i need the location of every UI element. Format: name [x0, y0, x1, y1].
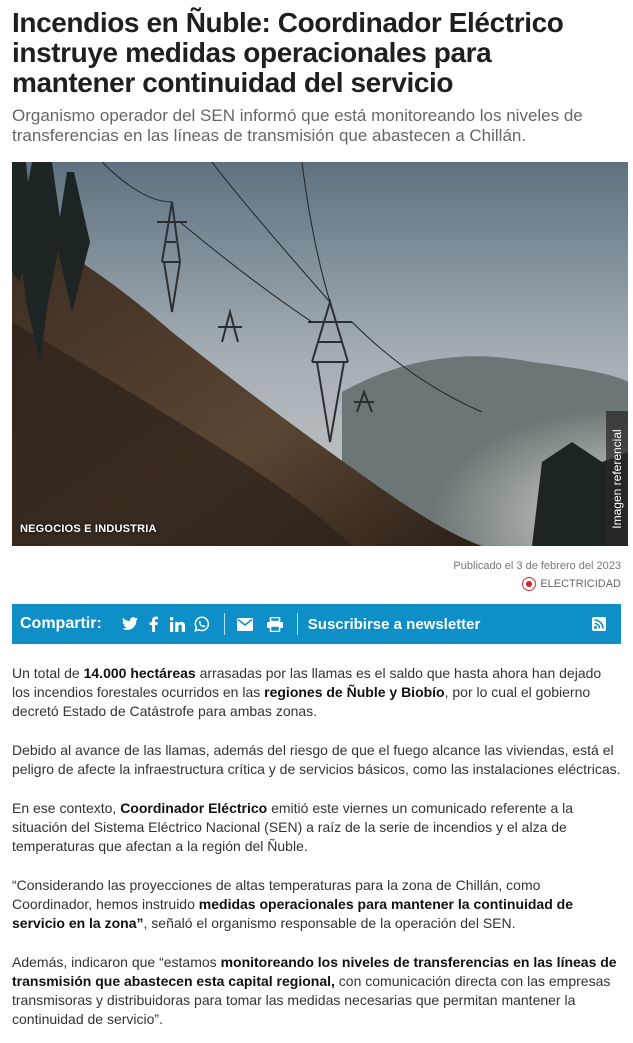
bold-text: 14.000 hectáreas — [83, 665, 196, 681]
paragraph-text: Además, indicaron que “estamos — [12, 954, 221, 970]
image-reference-badge — [606, 411, 628, 546]
linkedin-icon[interactable] — [168, 614, 188, 634]
email-icon[interactable] — [235, 614, 255, 634]
article-headline: Incendios en Ñuble: Coordinador Eléctrico instruye medidas operacionales para mantener continuidad del servicio — [12, 7, 564, 98]
share-divider — [224, 613, 225, 635]
facebook-icon[interactable] — [144, 614, 164, 634]
share-divider-2 — [297, 613, 298, 635]
paragraph-text: En ese contexto, — [12, 800, 121, 816]
power-lines-photo — [12, 162, 628, 546]
print-icon[interactable] — [265, 614, 285, 634]
article-paragraph — [12, 741, 621, 779]
paragraph-text: Un total de — [12, 665, 84, 681]
paragraph-text: con comunicación directa con las empresas transmisoras y distribuidoras para tomar las medidas necesarias que permitan mantener la continuidad de servicio”. — [12, 973, 611, 1027]
share-label: Compartir: — [20, 615, 102, 632]
paragraph-text: emitió este viernes un comunicado referente a la situación del Sistema Eléctrico Nacional (SEN) a raíz de la serie de incendios y el alza de temperaturas que afectan a la región del Ñuble. — [12, 800, 574, 854]
rss-icon[interactable] — [589, 614, 609, 634]
bold-text: regiones de Ñuble y Biobío — [264, 684, 445, 700]
article-paragraph — [12, 953, 621, 1029]
hero-image — [12, 162, 628, 546]
article-paragraph — [12, 664, 621, 721]
paragraph-text: , por lo cual el gobierno decretó Estado de Catástrofe para ambas zonas. — [12, 684, 591, 719]
paragraph-text: “Considerando las proyecciones de altas temperaturas para la zona de Chillán, como Coordinador, hemos instruido — [12, 877, 541, 912]
topic-tag-label[interactable]: ELECTRICIDAD — [540, 578, 621, 590]
article-body — [12, 664, 621, 1029]
topic-tag[interactable] — [12, 577, 621, 591]
bold-text: medidas operacionales para mantener la continuidad de servicio en la zona” — [12, 896, 574, 931]
share-bar — [12, 604, 621, 644]
target-icon — [522, 577, 536, 591]
paragraph-text: Debido al avance de las llamas, además del riesgo de que el fuego alcance las viviendas, está el peligro de afecte la infraestructura crítica y de servicios básicos, como las instalaciones eléctricas. — [12, 742, 621, 777]
paragraph-text: , señaló el organismo responsable de la operación del SEN. — [143, 915, 516, 931]
article-paragraph — [12, 876, 621, 933]
paragraph-text: arrasadas por las llamas es el saldo que hasta ahora han dejado los incendios forestales ocurridos en las — [12, 665, 602, 700]
publish-date: Publicado el 3 de febrero del 2023 — [453, 560, 621, 572]
bold-text: Coordinador Eléctrico — [120, 800, 268, 816]
twitter-icon[interactable] — [120, 614, 140, 634]
image-reference-text: Imagen referencial — [610, 428, 624, 529]
image-category-label[interactable]: NEGOCIOS E INDUSTRIA — [20, 523, 157, 535]
article-subtitle: Organismo operador del SEN informó que está monitoreando los niveles de transferencias en las líneas de transmisión que abastecen a Chillán. — [12, 106, 583, 145]
newsletter-link[interactable]: Suscribirse a newsletter — [307, 615, 481, 633]
article-meta — [12, 559, 621, 591]
whatsapp-icon[interactable] — [192, 614, 212, 634]
article-paragraph — [12, 799, 621, 856]
bold-text: monitoreando los niveles de transferencias en las líneas de transmisión que abastecen esta capital regional, — [12, 954, 617, 989]
